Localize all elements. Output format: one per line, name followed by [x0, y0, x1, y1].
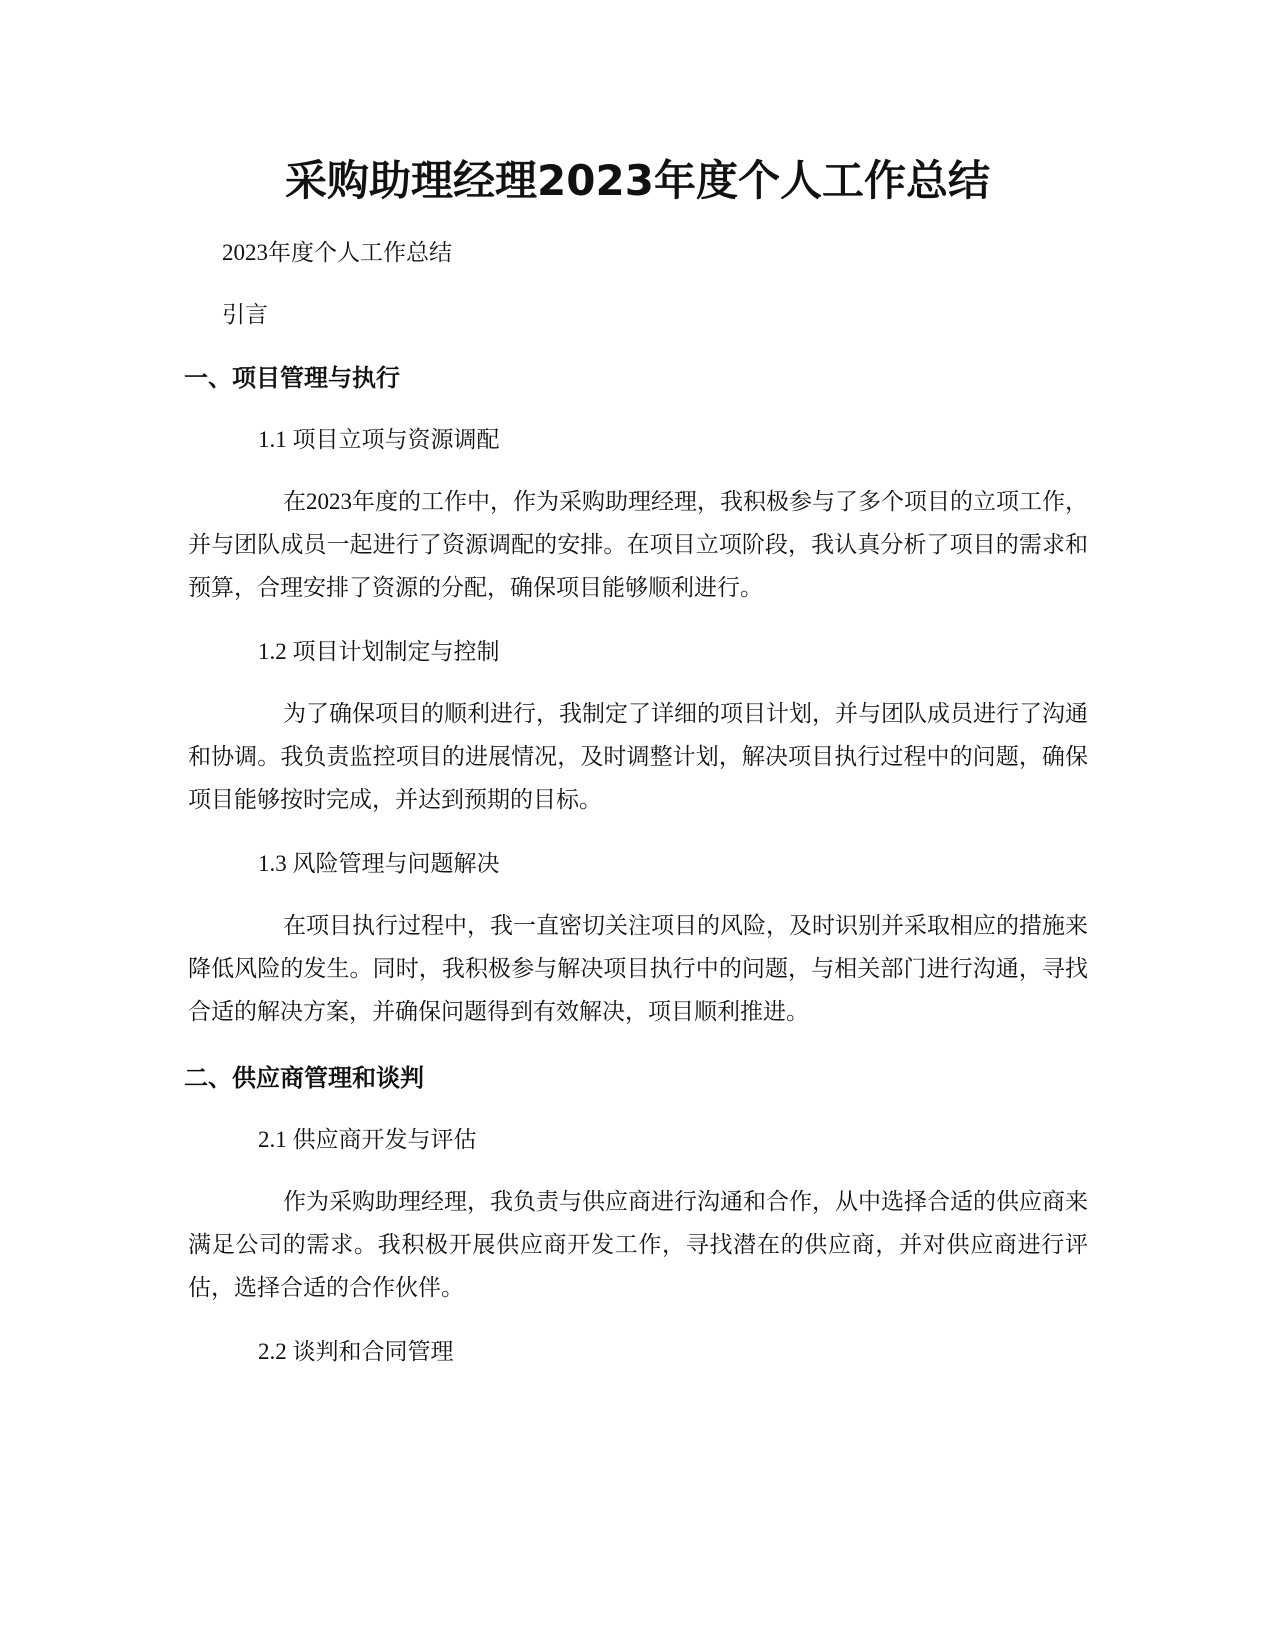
section-heading-1: 一、项目管理与执行 [184, 364, 400, 392]
paragraph-1-2: 为了确保项目的顺利进行，我制定了详细的项目计划，并与团队成员进行了沟通和协调。我负责监控项目的进展情况，及时调整计划，解决项目执行过程中的问题，确保项目能够按时完成，并达到预期的目标。 [188, 701, 1088, 812]
intro-label: 引言 [222, 302, 268, 327]
section-heading-2: 二、供应商管理和谈判 [184, 1064, 424, 1092]
document-subtitle: 2023年度个人工作总结 [222, 240, 452, 265]
document-title: 采购助理经理2023年度个人工作总结 [285, 156, 990, 205]
paragraph-1-1: 在2023年度的工作中，作为采购助理经理，我积极参与了多个项目的立项工作，并与团队成员一起进行了资源调配的安排。在项目立项阶段，我认真分析了项目的需求和预算，合理安排了资源的分配，确保项目能够顺利进行。 [188, 489, 1088, 600]
subsection-heading-1-2: 1.2 项目计划制定与控制 [258, 639, 500, 664]
paragraph-1-3: 在项目执行过程中，我一直密切关注项目的风险，及时识别并采取相应的措施来降低风险的发生。同时，我积极参与解决项目执行中的问题，与相关部门进行沟通，寻找合适的解决方案，并确保问题得到有效解决，项目顺利推进。 [188, 913, 1088, 1024]
subsection-heading-1-1: 1.1 项目立项与资源调配 [258, 427, 500, 452]
subsection-heading-1-3: 1.3 风险管理与问题解决 [258, 851, 500, 876]
subsection-heading-2-1: 2.1 供应商开发与评估 [258, 1127, 477, 1152]
subsection-heading-2-2: 2.2 谈判和合同管理 [258, 1339, 454, 1364]
paragraph-2-1: 作为采购助理经理，我负责与供应商进行沟通和合作，从中选择合适的供应商来满足公司的需求。我积极开展供应商开发工作，寻找潜在的供应商，并对供应商进行评估，选择合适的合作伙伴。 [188, 1189, 1088, 1300]
